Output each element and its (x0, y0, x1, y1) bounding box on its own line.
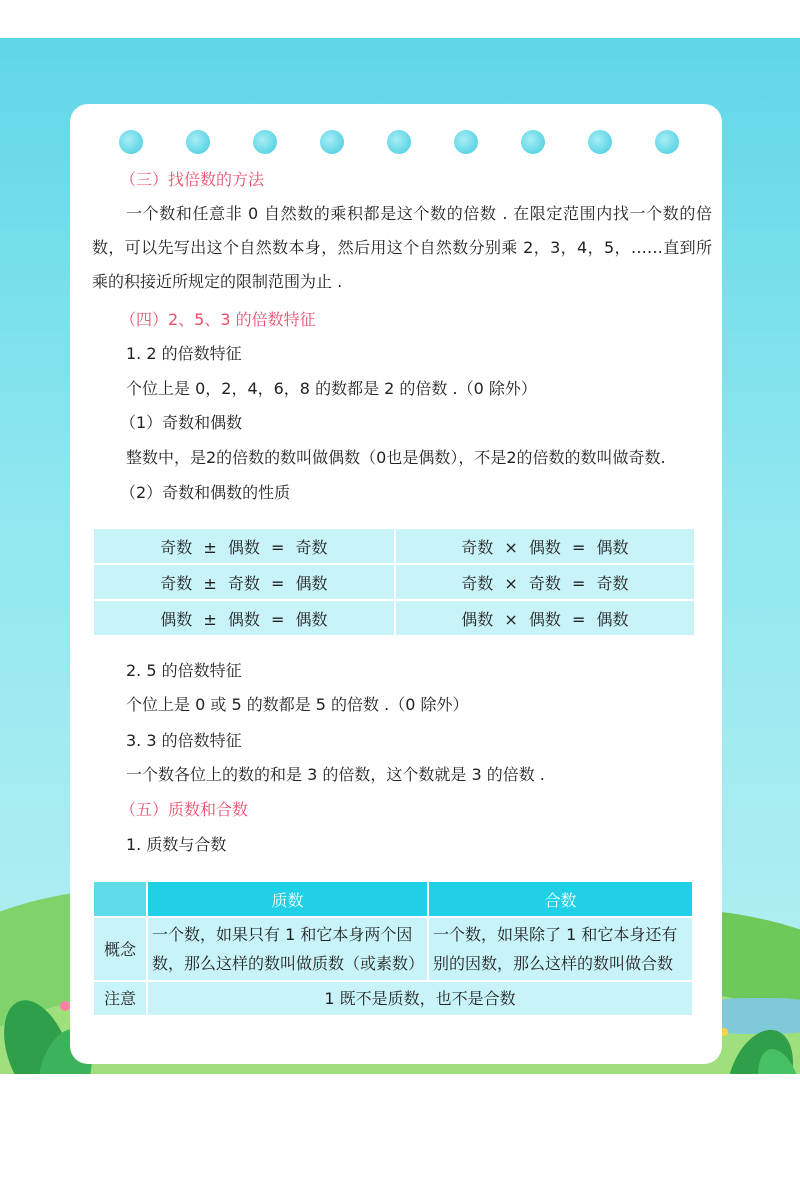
table-cell: 奇数 ± 偶数 = 奇数 (94, 529, 396, 565)
multiples-of-3-text: 一个数各位上的数的和是 3 的倍数，这个数就是 3 的倍数 . (126, 765, 545, 784)
table-cell: 偶数 × 偶数 = 偶数 (396, 601, 694, 637)
prime-concept-cell: 一个数，如果只有 1 和它本身两个因数，那么这样的数叫做质数（或素数） (148, 916, 429, 980)
table-row (94, 565, 694, 601)
table-corner-cell (94, 882, 148, 916)
multiples-of-2-title: 1. 2 的倍数特征 (126, 344, 242, 363)
multiples-of-5-text: 个位上是 0 或 5 的数都是 5 的倍数 .（0 除外） (126, 695, 469, 714)
table-cell: 奇数 × 奇数 = 奇数 (396, 565, 694, 601)
section-heading-3: （三）找倍数的方法 (120, 170, 265, 189)
multiples-of-5-title: 2. 5 的倍数特征 (126, 661, 242, 680)
section-3-paragraph: 一个数和任意非 0 自然数的乘积都是这个数的倍数 . 在限定范围内找一个数的倍数，可以先写出这个自然数本身，然后用这个自然数分别乘 2，3，4，5，……直到所乘的积接近所规定的限制范围为止 . (92, 204, 712, 291)
table-header-row (94, 882, 694, 916)
odd-even-title: （1）奇数和偶数 (120, 413, 243, 432)
odd-even-definition: 整数中，是2的倍数的数叫做偶数（0也是偶数），不是2的倍数的数叫做奇数. (126, 448, 666, 467)
multiples-of-3-title: 3. 3 的倍数特征 (126, 731, 242, 750)
odd-even-properties-table (94, 529, 694, 637)
binder-hole-icon (588, 130, 612, 154)
multiples-of-2-text: 个位上是 0，2，4，6，8 的数都是 2 的倍数 .（0 除外） (126, 379, 537, 398)
column-header-prime: 质数 (148, 882, 429, 916)
binder-hole-icon (521, 130, 545, 154)
binder-hole-icon (387, 130, 411, 154)
binder-hole-icon (253, 130, 277, 154)
odd-even-properties-title: （2）奇数和偶数的性质 (120, 483, 291, 502)
table-row (94, 601, 694, 637)
row-header-note: 注意 (94, 980, 148, 1015)
table-cell: 奇数 × 偶数 = 偶数 (396, 529, 694, 565)
table-cell: 偶数 ± 偶数 = 偶数 (94, 601, 396, 637)
binder-hole-icon (655, 130, 679, 154)
binder-hole-icon (186, 130, 210, 154)
table-row (94, 916, 694, 980)
section-heading-4: （四）2、5、3 的倍数特征 (120, 310, 316, 329)
note-cell: 1 既不是质数，也不是合数 (148, 980, 694, 1015)
binder-hole-icon (454, 130, 478, 154)
composite-concept-cell: 一个数，如果除了 1 和它本身还有别的因数，那么这样的数叫做合数 (429, 916, 694, 980)
table-row (94, 980, 694, 1015)
column-header-composite: 合数 (429, 882, 694, 916)
table-row (94, 529, 694, 565)
section-heading-5: （五）质数和合数 (120, 800, 249, 819)
row-header-concept: 概念 (94, 916, 148, 980)
prime-composite-table (94, 882, 694, 1015)
table-cell: 奇数 ± 奇数 = 偶数 (94, 565, 396, 601)
flower-icon (60, 1001, 70, 1011)
binder-hole-icon (320, 130, 344, 154)
binder-hole-icon (119, 130, 143, 154)
prime-composite-title: 1. 质数与合数 (126, 835, 227, 854)
